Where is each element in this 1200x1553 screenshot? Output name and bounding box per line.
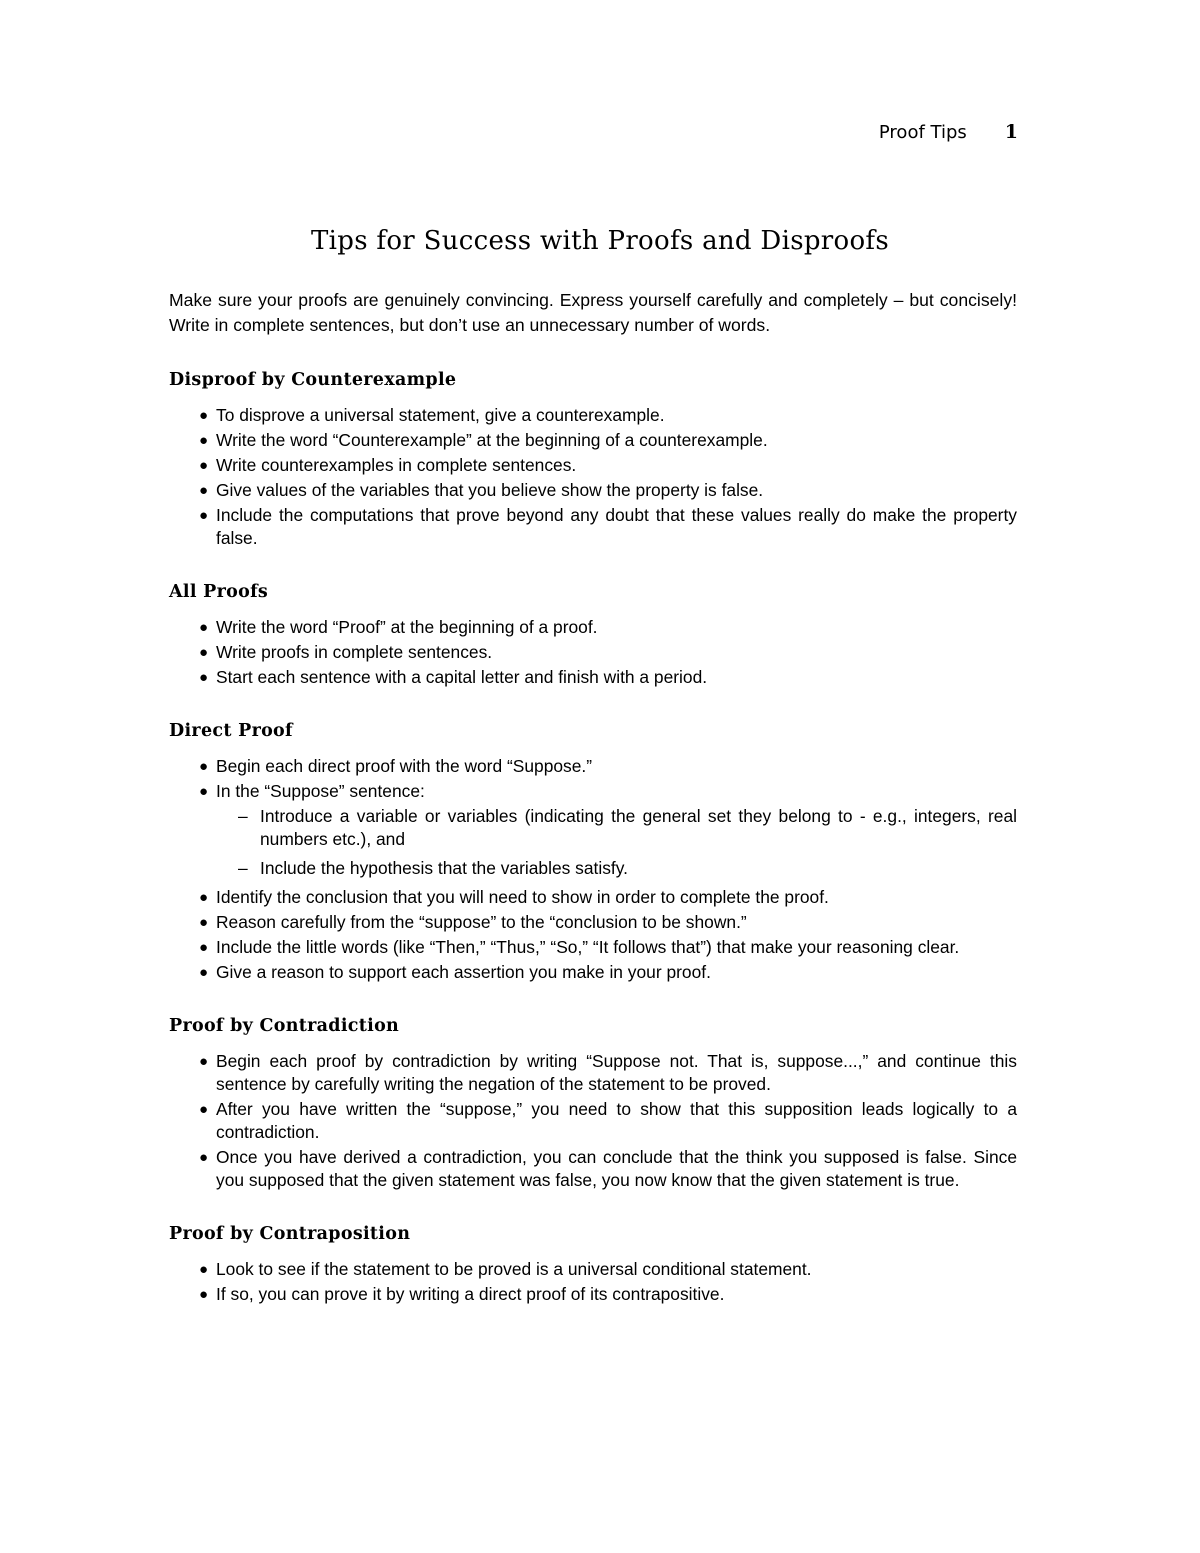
- document-body: [169, 288, 1017, 1308]
- bullet-icon: ●: [199, 407, 209, 424]
- document-title: Tips for Success with Proofs and Disproofs: [311, 226, 889, 256]
- section-heading: Proof by Contradiction: [169, 1016, 400, 1036]
- list-item: ● Give a reason to support each assertion you make in your proof.: [199, 962, 711, 982]
- list-item: ● Give values of the variables that you believe show the property is false.: [199, 480, 764, 500]
- bullet-icon: ●: [199, 914, 209, 931]
- list-item: ● Write proofs in complete sentences.: [199, 642, 493, 662]
- sub-list-item: – Introduce a variable or variables (indicating the general set they belong to - e.g., integers, real numbers etc.), and: [238, 806, 1017, 849]
- running-header-title: Proof Tips: [878, 122, 967, 143]
- bullet-icon: ●: [199, 619, 209, 636]
- section-heading: All Proofs: [169, 582, 269, 602]
- bullet-icon: ●: [199, 457, 209, 474]
- section-heading: Direct Proof: [169, 721, 293, 741]
- running-header: [700, 121, 1018, 143]
- bullet-icon: ●: [199, 1286, 209, 1303]
- bullet-icon: ●: [199, 939, 209, 956]
- bullet-icon: ●: [199, 783, 209, 800]
- bullet-icon: ●: [199, 669, 209, 686]
- bullet-icon: ●: [199, 758, 209, 775]
- bullet-icon: ●: [199, 1261, 209, 1278]
- intro-paragraph: Make sure your proofs are genuinely convincing. Express yourself carefully and completely – but concisely! Write in complete sentences, but don’t use an unnecessary number of words.: [169, 290, 1017, 335]
- list-item: ● Reason carefully from the “suppose” to the “conclusion to be shown.”: [199, 912, 747, 932]
- list-item: ● Write the word “Counterexample” at the beginning of a counterexample.: [199, 430, 768, 450]
- page-number: 1: [1004, 121, 1018, 143]
- bullet-icon: ●: [199, 644, 209, 661]
- list-item: ● After you have written the “suppose,” you need to show that this supposition leads logically to a contradiction.: [199, 1099, 1017, 1142]
- list-item: ● Once you have derived a contradiction, you can conclude that the think you supposed is false. Since you supposed that the given statement was false, you now know that the given statement is true.: [199, 1147, 1017, 1190]
- sub-list: [216, 805, 1017, 880]
- list-item: ● Begin each direct proof with the word “Suppose.”: [199, 756, 593, 776]
- bullet-list: [169, 616, 1017, 689]
- dash-icon: –: [238, 858, 248, 878]
- list-item: ● If so, you can prove it by writing a direct proof of its contrapositive.: [199, 1284, 725, 1304]
- bullet-list: [169, 1050, 1017, 1192]
- dash-icon: –: [238, 806, 248, 826]
- section-heading: Disproof by Counterexample: [169, 370, 457, 390]
- bullet-icon: ●: [199, 507, 209, 524]
- section-heading: Proof by Contraposition: [169, 1224, 411, 1244]
- bullet-icon: ●: [199, 482, 209, 499]
- list-item: ● Write counterexamples in complete sentences.: [199, 455, 577, 475]
- list-item: ● In the “Suppose” sentence: – Introduce a variable or variables (indicating the general set they belong to - e.g., integers, real numbers etc.), and – Include the hypothesis that the variables satisfy.: [199, 781, 1017, 878]
- list-item: ● Identify the conclusion that you will need to show in order to complete the proof.: [199, 887, 829, 907]
- list-item: ● Include the computations that prove beyond any doubt that these values really do make the property false.: [199, 505, 1017, 548]
- bullet-list: [169, 404, 1017, 550]
- sub-list-item: – Include the hypothesis that the variables satisfy.: [238, 858, 628, 878]
- bullet-icon: ●: [199, 1149, 209, 1166]
- list-item: ● Include the little words (like “Then,” “Thus,” “So,” “It follows that”) that make your reasoning clear.: [199, 937, 960, 957]
- bullet-list: [169, 755, 1017, 984]
- bullet-icon: ●: [199, 432, 209, 449]
- list-item: ● Begin each proof by contradiction by writing “Suppose not. That is, suppose...,” and continue this sentence by carefully writing the negation of the statement to be proved.: [199, 1051, 1017, 1094]
- list-item: ● Start each sentence with a capital letter and finish with a period.: [199, 667, 708, 687]
- bullet-list: [169, 1258, 1017, 1306]
- bullet-icon: ●: [199, 889, 209, 906]
- list-item: ● To disprove a universal statement, give a counterexample.: [199, 405, 665, 425]
- bullet-icon: ●: [199, 964, 209, 981]
- list-item: ● Look to see if the statement to be proved is a universal conditional statement.: [199, 1259, 812, 1279]
- list-item: ● Write the word “Proof” at the beginning of a proof.: [199, 617, 598, 637]
- bullet-icon: ●: [199, 1101, 209, 1118]
- bullet-icon: ●: [199, 1053, 209, 1070]
